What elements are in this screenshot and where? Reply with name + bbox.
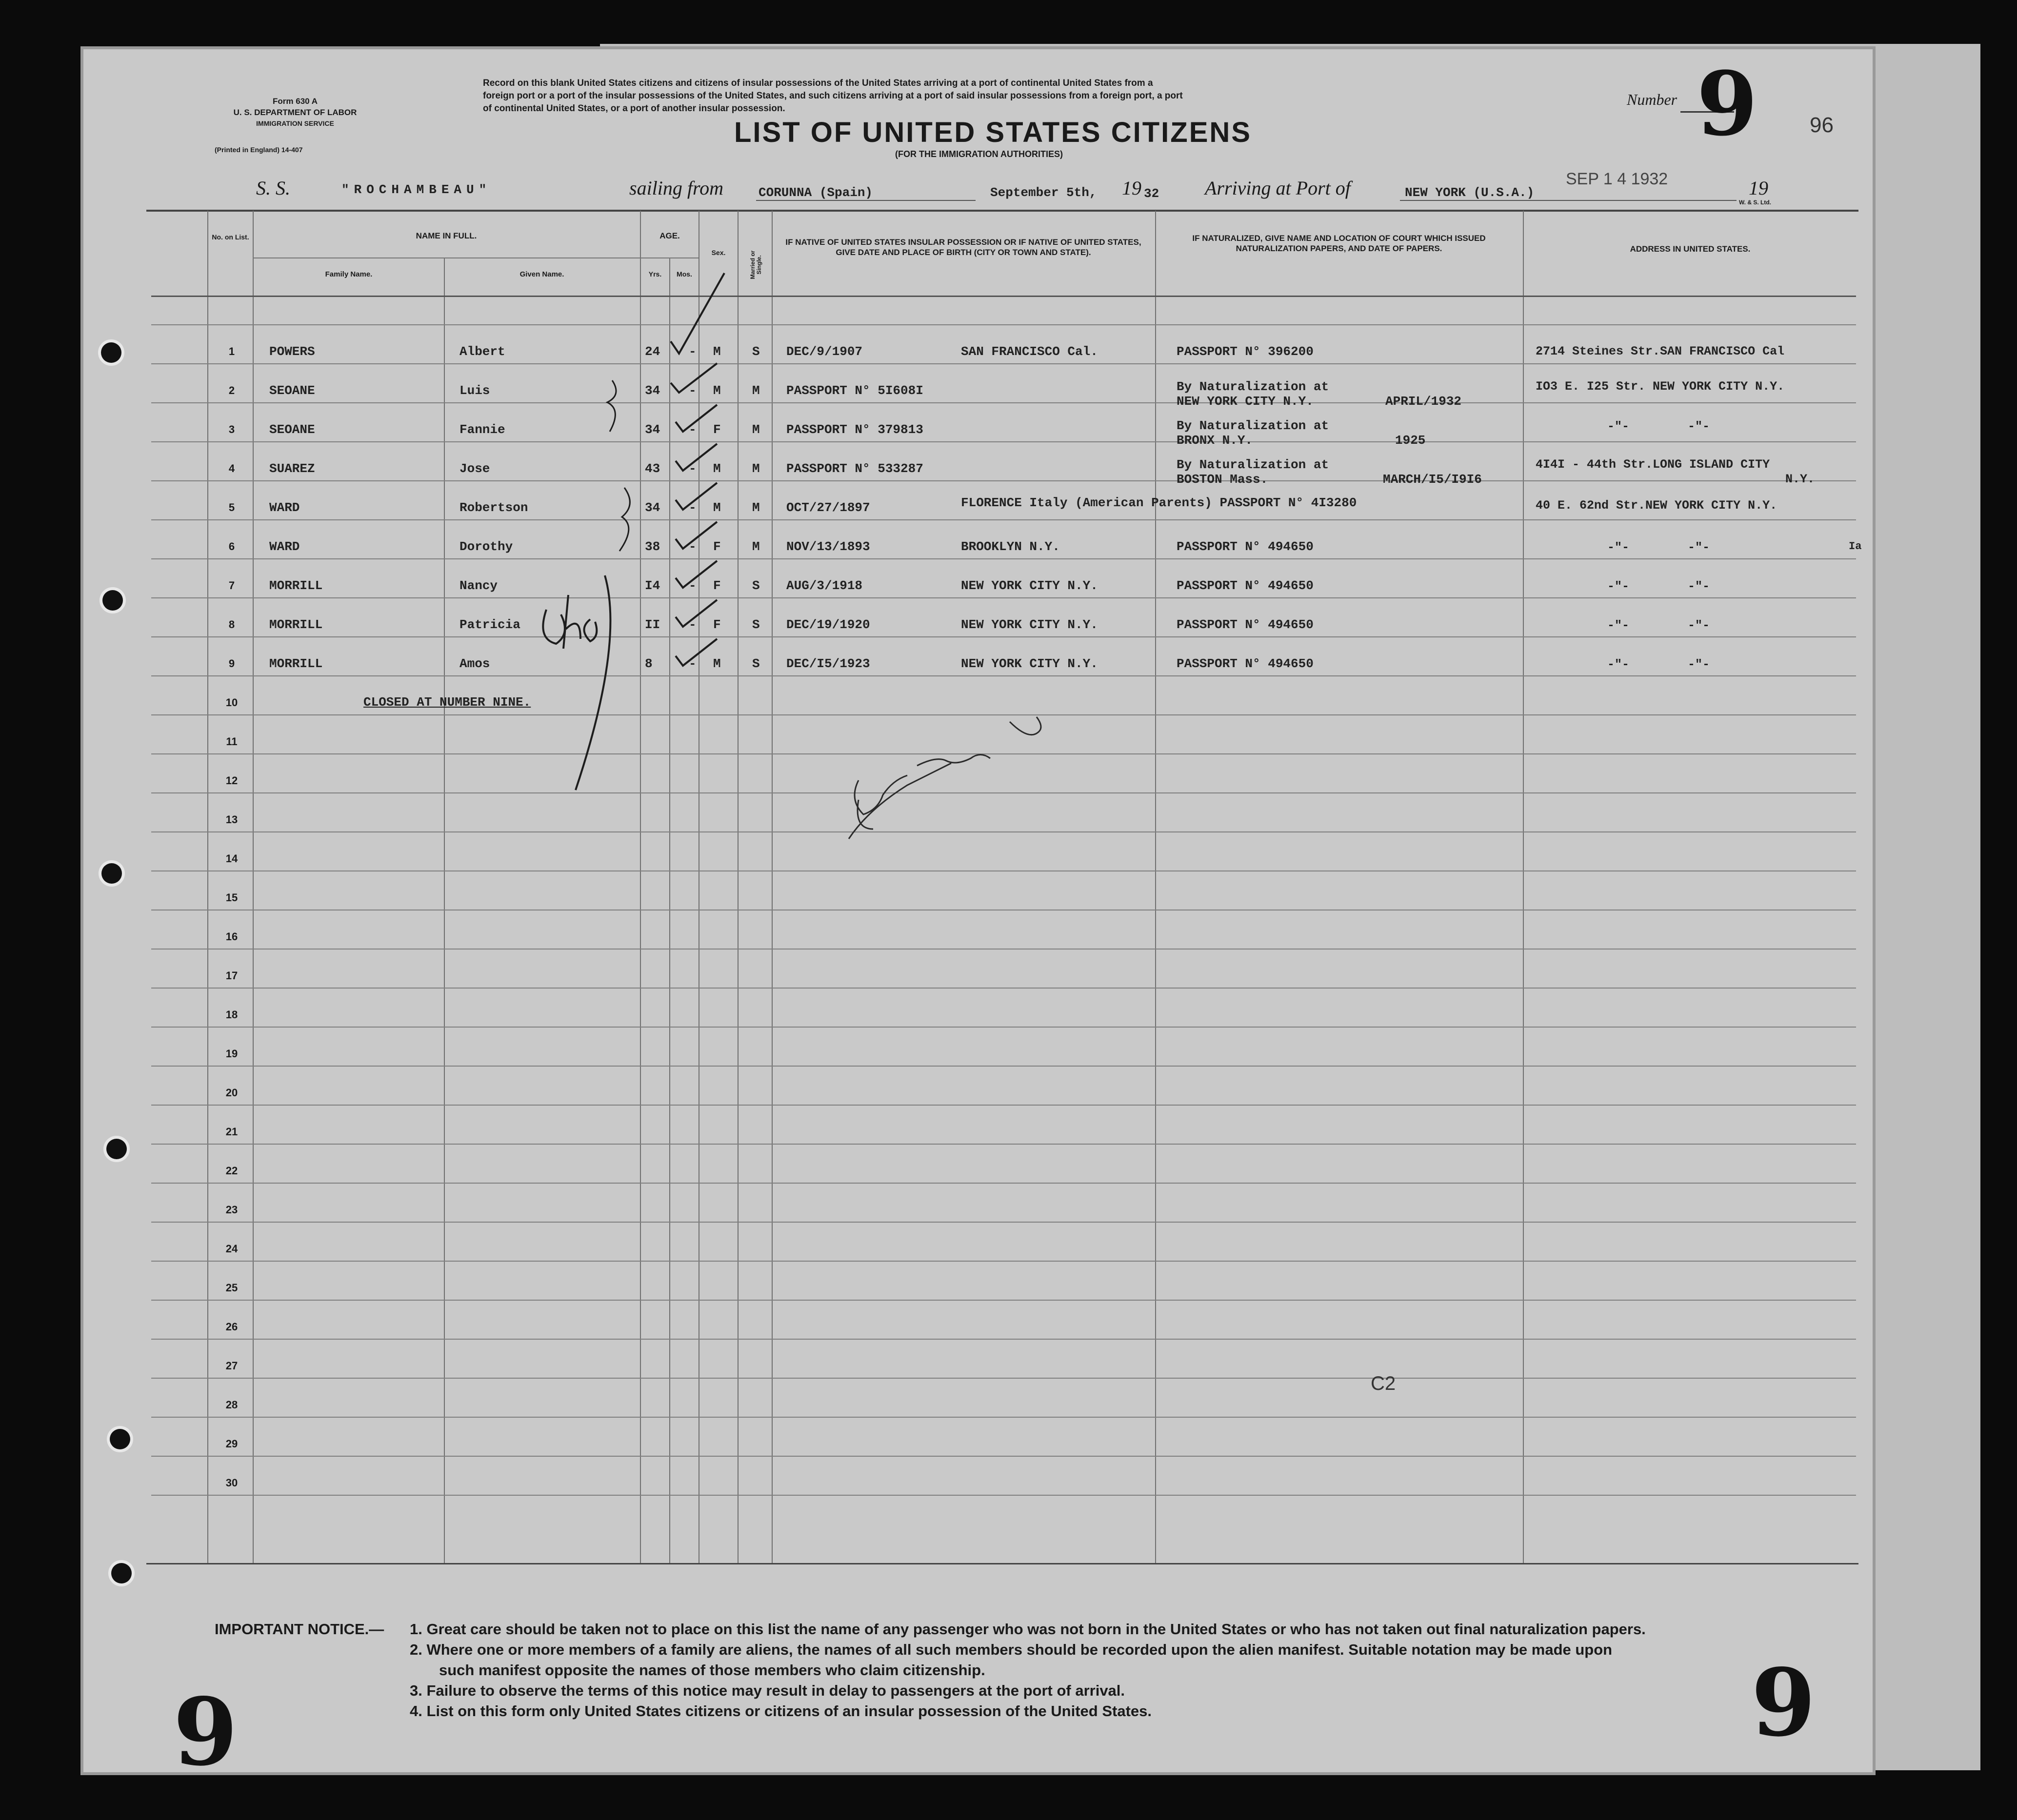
birth-date: DEC/19/1920 [786, 617, 870, 632]
col-header-naturalized: IF NATURALIZED, GIVE NAME AND LOCATION OF COURT WHICH ISSUED NATURALIZATION PAPERS, AND DATE OF PAPERS. [1192, 234, 1486, 253]
naturalization: PASSPORT N° 396200 [1177, 344, 1314, 359]
address: -"- -"- [1607, 657, 1710, 672]
age-years: 34 [645, 422, 660, 437]
trailing-year: 19 [1749, 177, 1768, 199]
row-number: 22 [225, 1165, 238, 1177]
age-months: - [689, 656, 697, 671]
naturalization-court: NEW YORK CITY N.Y. [1177, 394, 1314, 409]
age-months: - [689, 461, 697, 476]
passport-number: PASSPORT N° 379813 [786, 422, 923, 437]
marital-status: M [752, 500, 760, 515]
address: 2714 Steines Str.SAN FRANCISCO Cal [1536, 344, 1785, 358]
given-name: Fannie [459, 422, 505, 437]
sex: F [713, 617, 721, 632]
closed-note: CLOSED AT NUMBER NINE. [363, 695, 531, 710]
list-number: 9 [1697, 53, 1758, 156]
notice-item: 4. List on this form only United States citizens or citizens of an insular possession of the United States. [410, 1702, 1152, 1720]
address: IO3 E. I25 Str. NEW YORK CITY N.Y. [1536, 379, 1785, 394]
arriving-label: Arriving at Port of [1205, 177, 1351, 199]
marital-status: S [752, 344, 760, 359]
birth-place: FLORENCE Italy (American Parents) PASSPORT N° 4I3280 [961, 495, 1357, 510]
marital-status: M [752, 383, 760, 398]
row-number: 26 [225, 1321, 238, 1333]
row-number: 30 [225, 1477, 238, 1489]
sex: M [713, 656, 721, 671]
row-number: 18 [225, 1009, 238, 1021]
col-header-name: NAME IN FULL. [416, 231, 477, 240]
age-months: - [689, 500, 697, 515]
address-line-2: N.Y. [1785, 472, 1815, 486]
sailing-label: sailing from [629, 177, 723, 199]
given-name: Albert [459, 344, 505, 359]
birth-date: DEC/9/1907 [786, 344, 863, 359]
blurb-line: foreign port or a port of the insular possessions of the United States, and such citizens arriving at a port of said insular possessions from a foreign port, a port [483, 91, 1183, 101]
page-title: LIST OF UNITED STATES CITIZENS [734, 117, 1252, 148]
family-name: WARD [269, 539, 300, 554]
row-number: 7 [228, 579, 235, 592]
given-name: Robertson [459, 500, 528, 515]
naturalization-date: MARCH/I5/I9I6 [1383, 472, 1482, 487]
family-name: WARD [269, 500, 300, 515]
arrival-port: NEW YORK (U.S.A.) [1405, 185, 1535, 200]
departure-port: CORUNNA (Spain) [759, 185, 873, 200]
age-months: - [689, 344, 697, 359]
col-header-address: ADDRESS IN UNITED STATES. [1630, 244, 1751, 254]
signature-chaps [543, 575, 610, 790]
page-subtitle: (FOR THE IMMIGRATION AUTHORITIES) [895, 149, 1063, 159]
age-years: 34 [645, 383, 660, 398]
row-number: 8 [228, 618, 235, 631]
row-number: 15 [225, 891, 238, 904]
printed-note: (Printed in England) 14-407 [215, 146, 303, 154]
naturalization: PASSPORT N° 494650 [1177, 656, 1314, 671]
row-number: 28 [225, 1399, 238, 1411]
col-header-years: Yrs. [648, 270, 662, 278]
col-header-months: Mos. [677, 270, 692, 278]
year-suffix: 32 [1144, 186, 1159, 201]
table-bottom-rule [146, 1563, 1858, 1564]
naturalization: PASSPORT N° 494650 [1177, 578, 1314, 593]
row-number: 25 [225, 1282, 238, 1294]
blurb-line: Record on this blank United States citizens and citizens of insular possessions of the United States arriving at a port of continental United States from a [483, 78, 1153, 88]
row-number: 19 [225, 1048, 238, 1060]
corner-number: 96 [1810, 113, 1834, 137]
col-header-age: AGE. [659, 231, 680, 240]
birth-date: AUG/3/1918 [786, 578, 863, 593]
sex: M [713, 344, 721, 359]
row-number: 3 [228, 423, 235, 435]
row-number: 4 [228, 462, 235, 475]
ship-name: "ROCHAMBEAU" [341, 182, 492, 197]
given-name: Patricia [459, 617, 520, 632]
row-number: 1 [228, 345, 235, 357]
margin-mark-c2: C2 [1371, 1373, 1396, 1394]
row-number: 12 [225, 774, 238, 787]
naturalization: PASSPORT N° 494650 [1177, 617, 1314, 632]
row-number: 11 [226, 735, 238, 748]
given-name: Nancy [459, 578, 498, 593]
sex: F [713, 539, 721, 554]
row-number: 10 [225, 696, 238, 709]
bracket-marks [607, 380, 630, 551]
printer-mark: W. & S. Ltd. [1739, 199, 1771, 206]
col-header-birth: IF NATIVE OF UNITED STATES INSULAR POSSESSION OR IF NATIVE OF UNITED STATES, GIVE DATE AND PLACE OF BIRTH (CITY OR TOWN AND STATE). [785, 237, 1141, 257]
family-name: MORRILL [269, 656, 323, 671]
row-number: 16 [225, 930, 238, 943]
marital-status: M [752, 539, 760, 554]
row-number: 9 [228, 657, 235, 670]
age-years: II [645, 617, 660, 632]
given-name: Jose [459, 461, 490, 476]
age-months: - [689, 617, 697, 632]
arrival-date-stamp: SEP 1 4 1932 [1566, 170, 1668, 188]
naturalization-date: APRIL/1932 [1385, 394, 1462, 409]
naturalization: By Naturalization at [1177, 379, 1329, 394]
notice-item: 1. Great care should be taken not to place on this list the name of any passenger who was not born in the United States or who has not taken out final naturalization papers. [410, 1621, 1646, 1638]
birth-place: NEW YORK CITY N.Y. [961, 656, 1098, 671]
family-name: SUAREZ [269, 461, 315, 476]
row-number: 23 [225, 1204, 238, 1216]
passport-number: PASSPORT N° 533287 [786, 461, 923, 476]
departure-date: September 5th, [990, 185, 1097, 200]
year-prefix: 19 [1122, 177, 1141, 199]
family-name: MORRILL [269, 578, 323, 593]
row-number: 17 [225, 969, 238, 982]
row-number: 29 [225, 1438, 238, 1450]
notice-item: such manifest opposite the names of those members who claim citizenship. [439, 1662, 985, 1679]
notice-lead: IMPORTANT NOTICE.— [215, 1621, 384, 1638]
family-name: SEOANE [269, 422, 315, 437]
birth-date: OCT/27/1897 [786, 500, 870, 515]
address: 4I4I - 44th Str.LONG ISLAND CITY [1536, 457, 1770, 472]
col-header-given: Given Name. [519, 270, 564, 278]
naturalization: By Naturalization at [1177, 457, 1329, 472]
check-marks [671, 273, 724, 666]
address: -"- -"- [1607, 540, 1710, 554]
number-label: Number [1627, 91, 1678, 108]
notice-item: 2. Where one or more members of a family are aliens, the names of all such members should be recorded upon the alien manifest. Suitable notation may be made upon [410, 1641, 1613, 1658]
naturalization: PASSPORT N° 494650 [1177, 539, 1314, 554]
page-mark-left: 9 [173, 1678, 238, 1786]
naturalization-court: BOSTON Mass. [1177, 472, 1268, 487]
col-header-marital: Married or Single. [749, 250, 762, 279]
family-name: POWERS [269, 344, 315, 359]
age-months: - [689, 539, 697, 554]
page-mark-right: 9 [1751, 1648, 1816, 1757]
birth-place: SAN FRANCISCO Cal. [961, 344, 1098, 359]
row-number: 2 [228, 384, 235, 396]
naturalization-court: BRONX N.Y. [1177, 433, 1253, 448]
birth-place: NEW YORK CITY N.Y. [961, 578, 1098, 593]
marital-status: S [752, 578, 760, 593]
age-years: 38 [645, 539, 660, 554]
address: -"- -"- [1607, 419, 1710, 434]
birth-place: BROOKLYN N.Y. [961, 539, 1060, 554]
address: -"- -"- [1607, 618, 1710, 633]
age-months: - [689, 383, 697, 398]
marital-status: M [752, 461, 760, 476]
col-header-sex: Sex. [711, 249, 726, 257]
row-number: 20 [225, 1087, 238, 1099]
given-name: Dorothy [459, 539, 513, 554]
age-years: 24 [645, 344, 660, 359]
margin-mark: Ia [1849, 540, 1862, 553]
marital-status: S [752, 617, 760, 632]
col-header-family: Family Name. [325, 270, 373, 278]
age-months: - [689, 422, 697, 437]
service: IMMIGRATION SERVICE [256, 119, 334, 127]
family-name: MORRILL [269, 617, 323, 632]
sex: M [713, 500, 721, 515]
row-number: 13 [225, 813, 238, 826]
row-number: 14 [225, 852, 238, 865]
row-number: 5 [228, 501, 235, 514]
notice-item: 3. Failure to observe the terms of this notice may result in delay to passengers at the port of arrival. [410, 1682, 1125, 1699]
row-number: 27 [225, 1360, 238, 1372]
birth-date: DEC/I5/1923 [786, 656, 870, 671]
age-years: I4 [645, 578, 660, 593]
birth-date: NOV/13/1893 [786, 539, 870, 554]
sex: M [713, 461, 721, 476]
department: U. S. DEPARTMENT OF LABOR [233, 108, 357, 117]
age-months: - [689, 578, 697, 593]
row-number: 21 [225, 1126, 238, 1138]
row-number: 6 [228, 540, 235, 553]
address: 40 E. 62nd Str.NEW YORK CITY N.Y. [1536, 498, 1777, 513]
sex: M [713, 383, 721, 398]
birth-place: NEW YORK CITY N.Y. [961, 617, 1098, 632]
passport-number: PASSPORT N° 5I608I [786, 383, 923, 398]
given-name: Luis [459, 383, 490, 398]
naturalization: By Naturalization at [1177, 418, 1329, 433]
col-header-no: No. on List. [212, 233, 249, 241]
ss-label: S. S. [256, 177, 290, 199]
form-number: Form 630 A [273, 97, 318, 106]
age-years: 34 [645, 500, 660, 515]
blurb-line: of continental United States, or a port of another insular possession. [483, 103, 785, 114]
row-number: 24 [225, 1243, 238, 1255]
family-name: SEOANE [269, 383, 315, 398]
address: -"- -"- [1607, 579, 1710, 593]
marital-status: M [752, 422, 760, 437]
age-years: 43 [645, 461, 660, 476]
age-years: 8 [645, 656, 653, 671]
marital-status: S [752, 656, 760, 671]
inspector-signature [849, 717, 1041, 839]
sex: F [713, 422, 721, 437]
sex: F [713, 578, 721, 593]
given-name: Amos [459, 656, 490, 671]
naturalization-date: 1925 [1395, 433, 1426, 448]
notice-list [410, 1619, 1646, 1721]
